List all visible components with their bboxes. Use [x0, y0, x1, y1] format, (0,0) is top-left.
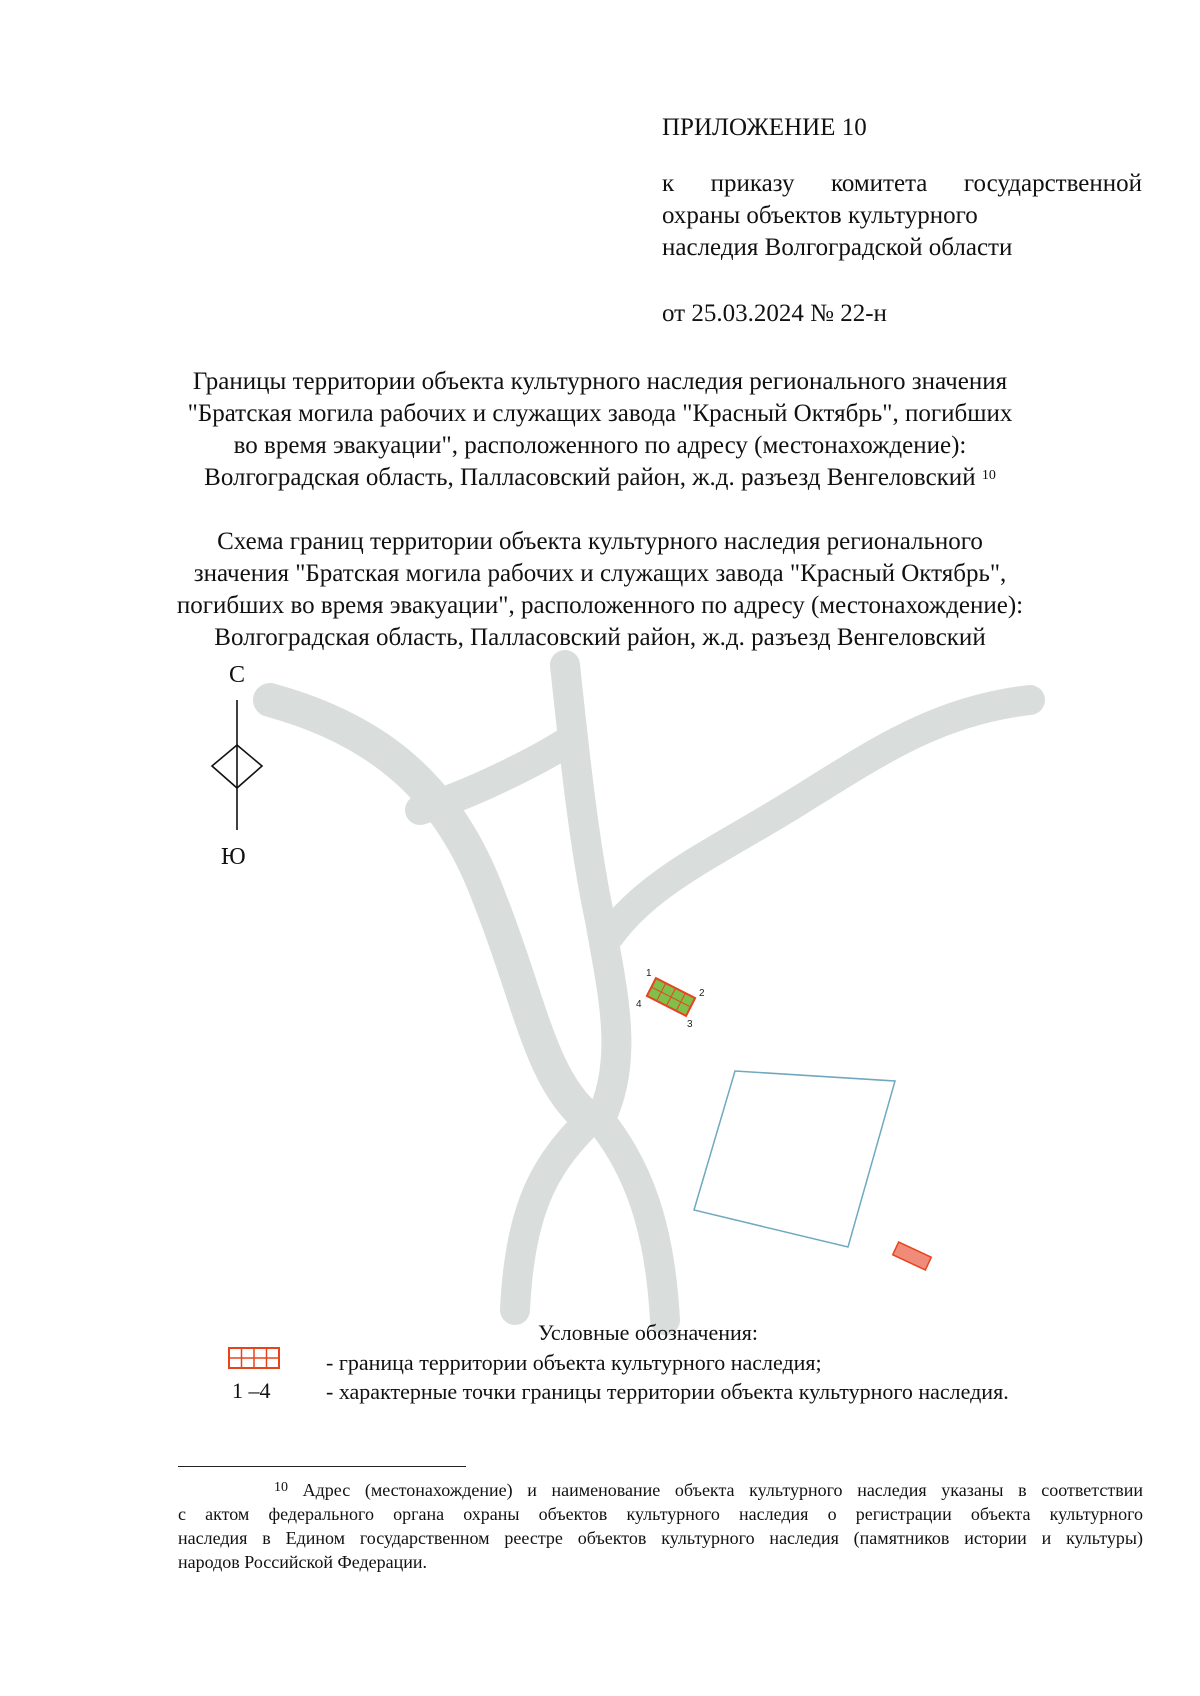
road	[600, 1120, 665, 1320]
compass-north-label: С	[229, 662, 246, 688]
title-line-text: Волгоградская область, Палласовский район, ж.д. разъезд Венгеловский	[204, 464, 976, 491]
order-date-number: от 25.03.2024 № 22-н	[662, 300, 887, 327]
order-reference-line: наследия Волгоградской области	[662, 234, 1013, 261]
legend-item-points: - характерные точки границы территории объекта культурного наследия.	[326, 1379, 1009, 1404]
order-reference-line: охраны объектов культурного	[662, 202, 978, 229]
legend-symbol-points: 1 –4	[232, 1378, 271, 1403]
neighboring-parcel	[694, 1071, 895, 1247]
boundary-point-label: 4	[636, 999, 642, 1010]
scheme-title-line: значения "Братская могила рабочих и служащих завода "Красный Октябрь",	[193, 560, 1007, 587]
boundary-point-label: 1	[646, 968, 652, 979]
secondary-object	[893, 1242, 932, 1270]
appendix-label: ПРИЛОЖЕНИЕ 10	[662, 114, 867, 141]
footnote-number: 10	[274, 1480, 288, 1495]
road	[610, 700, 1030, 935]
road	[420, 740, 570, 810]
footnote-separator	[178, 1466, 466, 1467]
scheme-title-line: погибших во время эвакуации", расположенного по адресу (местонахождение):	[176, 592, 1024, 619]
order-reference-line: к приказу комитета государственной	[662, 170, 1142, 197]
road	[515, 1120, 590, 1310]
footnote-line: с актом федерального органа охраны объектов культурного наследия о регистрации объекта культурного	[178, 1504, 1143, 1524]
compass-icon	[212, 700, 262, 830]
footnote-ref: 10	[981, 468, 996, 483]
footnote-line	[178, 1478, 1143, 1502]
legend-item-boundary: - граница территории объекта культурного наследия;	[326, 1350, 822, 1375]
footnote	[178, 1478, 1143, 1574]
footnote-line: наследия в Едином государственном реестре объектов культурного наследия (памятников истории и культуры)	[178, 1528, 1143, 1548]
heritage-territory	[647, 978, 695, 1016]
boundary-point-label: 3	[687, 1019, 693, 1030]
footnote-line: народов Российской Федерации.	[178, 1552, 427, 1572]
title-line: "Братская могила рабочих и служащих завода "Красный Октябрь", погибших	[187, 400, 1013, 427]
compass-south-label: Ю	[221, 844, 246, 870]
title-line: Границы территории объекта культурного наследия регионального значения	[192, 368, 1008, 395]
legend-title: Условные обозначения:	[538, 1320, 759, 1345]
boundary-point-label: 2	[699, 988, 705, 999]
title-line: во время эвакуации", расположенного по адресу (местонахождение):	[233, 432, 967, 459]
footnote-text: Адрес (местонахождение) и наименование объекта культурного наследия указаны в соответствии	[302, 1480, 1144, 1500]
legend-boundary-swatch-icon	[228, 1347, 280, 1369]
scheme-title-line: Волгоградская область, Палласовский район, ж.д. разъезд Венгеловский	[214, 624, 986, 651]
scheme-title-line: Схема границ территории объекта культурного наследия регионального	[217, 528, 983, 555]
